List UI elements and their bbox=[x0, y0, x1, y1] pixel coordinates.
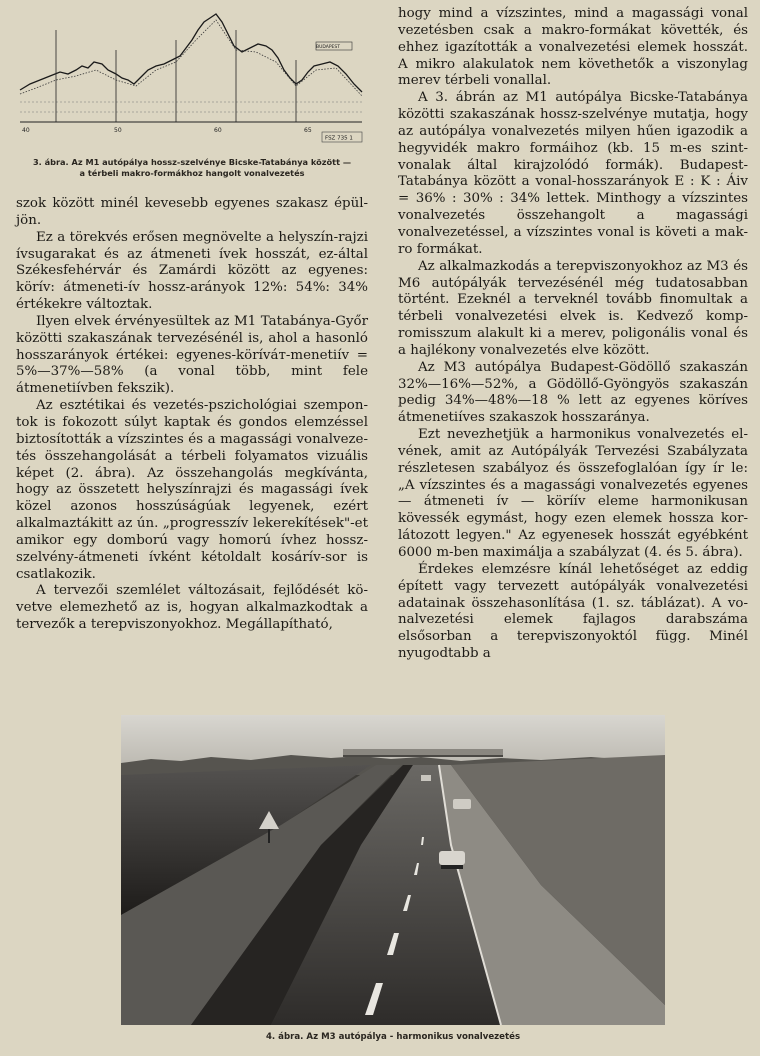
paragraph: Érdekes elemzésre kínál lehetőséget az eddig épített vagy tervezett autópályák vonalvezetési adatainak összehasonlítása (1. sz. táblázat). A vo-nalvezetési elemek fajlagos darabszáma elsősorban a terepviszonyoktól függ. Minél nyugodtabb a bbox=[398, 561, 748, 662]
figure-3-caption bbox=[16, 157, 368, 179]
figure-4-caption: 4. ábra. Az M3 autópálya - harmonikus vonalvezetés bbox=[265, 1032, 521, 1042]
paragraph: Ez a törekvés erősen megnövelte a helyszín-rajzi ívsugarakat és az átmeneti ívek hosszát, ez-által Székesfehérvár és Zamárdi között az egyenes: körív: átmeneti-ív hossz-arányok 12%: 54%: 34% értékekre változtak. bbox=[16, 229, 368, 313]
paragraph: Az alkalmazkodás a terepviszonyokhoz az M3 és M6 autópályák tervezésénél még tudatosabban történt. Ezeknél a terveknél tovább finomultak a térbeli vonalvezetési elvek is. Kedvező komp-romisszum alakult ki a merev, poligonális vonal és a hajlékony vonalvezetés elve között. bbox=[398, 258, 748, 358]
left-column-text bbox=[16, 196, 368, 634]
paragraph: A 3. ábrán az M1 autópálya Bicske-Tatabánya közötti szakaszának hossz-szelvénye mutatja, hogy az autópálya vonalvezetés milyen hűen igazodik a hegyvidék makro formáihoz (kb. 15 m-es szint-vonalak által kirajzolódó formák). Budapest-Tatabánya között a vonal-hosszarányok E : K : Áiv = 36% : 30% : 34% lettek. Minthogy a vízszintes vonalvezetés összehangolt a magassági vonalvezetéssel, a vízszintes vonal is követi a mak-ro formákat. bbox=[398, 90, 748, 257]
right-column bbox=[398, 6, 748, 663]
paragraph: A tervezői szemlélet változásait, fejlődését kö-vetve elemezhető az is, hogyan alkalmazkodtak a tervezők a terepviszonyokhoz. Megállapítható, bbox=[16, 583, 368, 633]
axis-label-40: 40 bbox=[22, 127, 30, 134]
figure-3-caption-line2: a térbeli makro-formákhoz hangolt vonalvezetés bbox=[79, 168, 305, 178]
paragraph: Az M3 autópálya Budapest-Gödöllő szakaszán 32%—16%—52%, a Gödöllő-Gyöngyös szakaszán pedig 34%—48%—18 % lett az egyenes köríves átmenetiíves szakaszok hosszaránya. bbox=[398, 359, 748, 426]
paragraph: Az esztétikai és vezetés-pszichológiai szempon-tok is fokozott súlyt kaptak és gondos elemzéssel biztosították a vízszintes és a magassági vonalveze-tés összehangolását a térbeli folyamatos vizuális képet (2. ábra). Az összehangolás megkívánta, hogy az összetett helyszínrajzi és magassági ívek közel azonos hosszúságúak legyenek, ezért alkalmaztákitt az ún. „progresszív lekerekítések"-et amikor egy domború vagy homorú ívhez hossz-szelvény-átmeneti ívként kétoldalt kosárív-sor is csatlakozik. bbox=[16, 398, 368, 582]
profile-line bbox=[20, 14, 362, 92]
paragraph: Ezt nevezhetjük a harmonikus vonalvezetés el-vének, amit az Autópályák Tervezési Szabályzata részletesen szabályoz és összefoglalóan így ír le: „A vízszintes és a magassági vonalvezetés egyenes — átmeneti ív — köríív eleme harmonikusan kövessék egymást, hogy ezen elemek hossza kor-látozott legyen." Az egyenesek hosszát egyébként 6000 m-ben maximálja a szabályzat (4. és 5. ábra). bbox=[398, 427, 748, 560]
axis-label-65: 65 bbox=[304, 127, 312, 134]
figure-3-caption-line1: 3. ábra. Az M1 autópálya hossz-szelvénye Bicske-Tatabánya között — bbox=[32, 157, 352, 167]
paragraph: szok között minél kevesebb egyenes szakasz épül-jön. bbox=[16, 196, 368, 228]
plot-label: BUDAPEST bbox=[316, 45, 341, 50]
paragraph: hogy mind a vízszintes, mind a magassági vonal vezetésben csak a makro-formákat követték, és ehhez igazították a vonalvezetési elemek hosszát. A mikro alakulatok nem követhetők a viszonylag merev térbeli vonallal. bbox=[398, 6, 748, 89]
axis-label-50: 50 bbox=[114, 127, 122, 134]
figure-note: FSZ 735 1 bbox=[325, 135, 353, 142]
figure-3-profile-chart bbox=[16, 0, 368, 148]
figure-4-motorway-photo bbox=[121, 715, 665, 1025]
paragraph: Ilyen elvek érvényesültek az M1 Tatabánya-Győr közötti szakaszának tervezésénél is, ahol a hasonló hosszarányok értékei: egyenes-köríváт-menetiív = 5%—37%—58% (a vonal több, mint fele átmenetiívben fekszik). bbox=[16, 313, 368, 397]
axis-label-60: 60 bbox=[214, 127, 222, 134]
